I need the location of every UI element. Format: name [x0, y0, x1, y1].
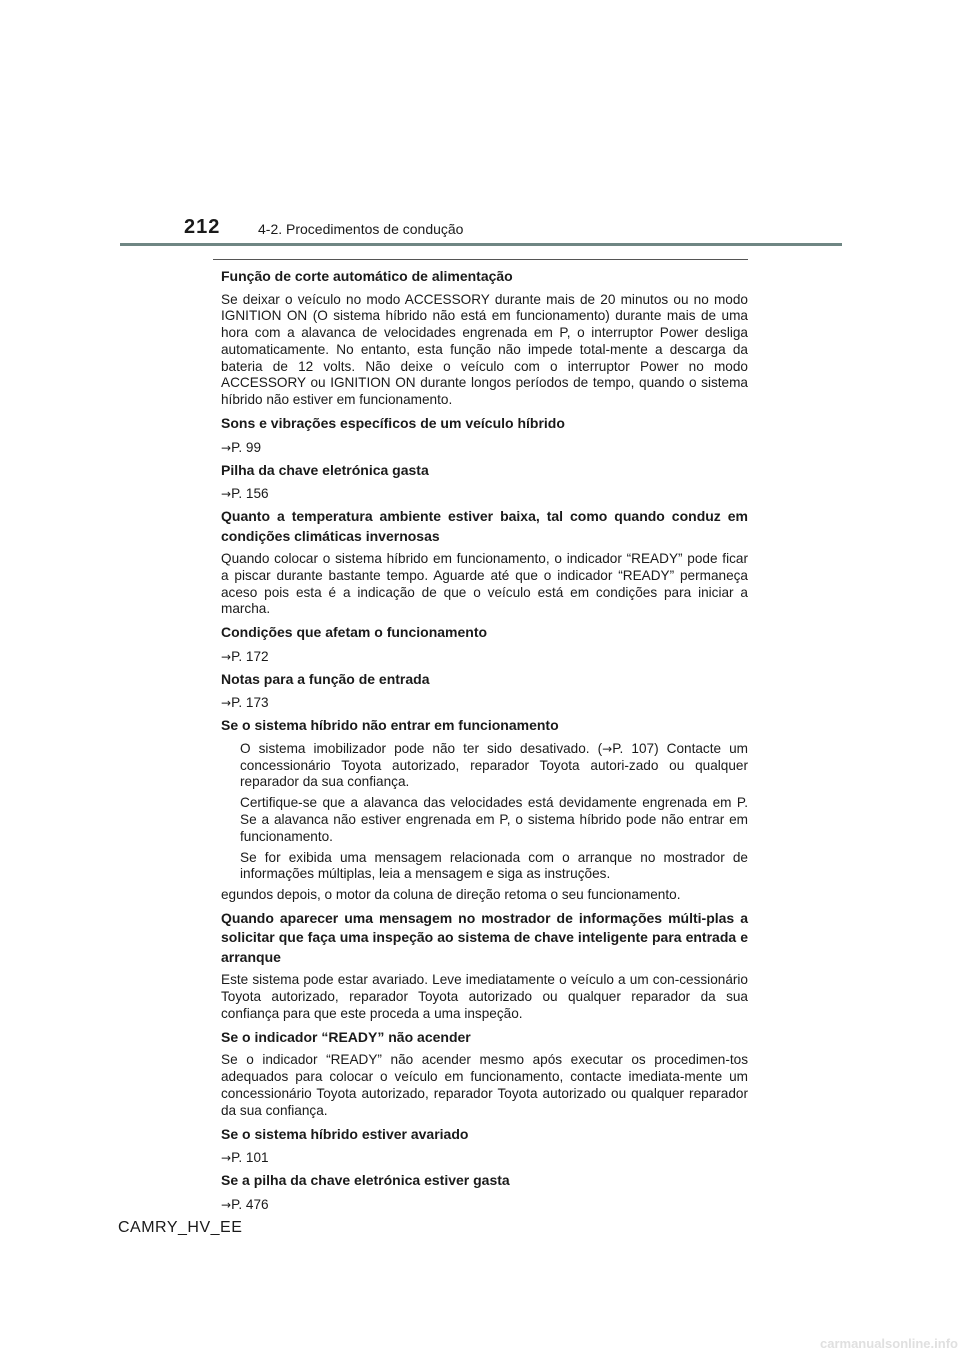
arrow-icon: → [221, 1197, 232, 1212]
page-number: 212 [184, 216, 221, 238]
page-reference[interactable]: →P. 173 [221, 695, 269, 711]
arrow-icon: → [602, 741, 613, 756]
arrow-icon: → [221, 440, 232, 455]
heading-cold-temperature: Quanto a temperatura ambiente estiver baixa, tal como quando conduz em condições climáticas invernosas [221, 508, 748, 544]
document-code: CAMRY_HV_EE [118, 1219, 243, 1236]
section-title: 4-2. Procedimentos de condução [258, 221, 464, 237]
heading-hybrid-not-starting: Se o sistema híbrido não entrar em funcionamento [221, 717, 559, 734]
heading-entry-function-notes: Notas para a função de entrada [221, 670, 430, 687]
page-reference[interactable]: P. 107 [612, 740, 655, 756]
body-ready-not-lit: Se o indicador “READY” não acender mesmo após executar os procedimen-tos adequados para colocar o veículo em funcionamento, contacte imediata-mente um concessionário Toyota autorizado, reparador Toyota autorizado ou qualquer reparador da sua confiança. [221, 1052, 748, 1118]
page-reference[interactable]: →P. 172 [221, 648, 269, 664]
heading-smart-key-inspection: Quando aparecer uma mensagem no mostrador de informações múlti-plas a solicitar que faça uma inspeção ao sistema de chave inteligente para entrada e arranque [221, 909, 748, 965]
arrow-icon: → [221, 649, 232, 664]
heading-key-battery-depleted-2: Se a pilha da chave eletrónica estiver gasta [221, 1172, 510, 1189]
arrow-icon: → [221, 696, 232, 711]
body-auto-power-off: Se deixar o veículo no modo ACCESSORY durante mais de 20 minutos ou no modo IGNITION ON (O sistema híbrido não está em funcionamento) durante mais de uma hora com a alavanca de velocidades engrenada em P, o interruptor Power desliga automaticamente. No entanto, esta função não impede total-mente a descarga da bateria de 12 volts. Não deixe o veículo com o interruptor Power no modo ACCESSORY ou IGNITION ON durante longos períodos de tempo, quando o sistema híbrido não estiver em funcionamento. [221, 291, 748, 408]
body-steering-motor: egundos depois, o motor da coluna de direção retoma o seu funcionamento. [221, 887, 681, 903]
manual-content [221, 263, 748, 1217]
content-divider [213, 259, 748, 260]
arrow-icon: → [221, 1151, 232, 1166]
page-reference[interactable]: →P. 101 [221, 1150, 269, 1166]
list-item: Certifique-se que a alavanca das velocidades está devidamente engrenada em P. Se a alavanca não estiver engrenada em P, o sistema híbrido pode não entrar em funcionamento. [240, 795, 748, 844]
arrow-icon: → [221, 487, 232, 502]
body-cold-temperature: Quando colocar o sistema híbrido em funcionamento, o indicador “READY” pode ficar a piscar durante bastante tempo. Aguarde até que o indicador “READY” permaneça aceso pois esta é a indicação de que o veículo está em condições para iniciar a marcha. [221, 551, 748, 617]
heading-hybrid-malfunction: Se o sistema híbrido estiver avariado [221, 1125, 469, 1142]
page-reference[interactable]: →P. 99 [221, 439, 262, 455]
list-item: Se for exibida uma mensagem relacionada com o arranque no mostrador de informações múltiplas, leia a mensagem e siga as instruções. [240, 849, 748, 882]
heading-ready-not-lit: Se o indicador “READY” não acender [221, 1028, 471, 1045]
page-reference[interactable]: →P. 476 [221, 1196, 269, 1212]
heading-hybrid-sounds: Sons e vibrações específicos de um veículo híbrido [221, 415, 565, 432]
heading-auto-power-off: Função de corte automático de alimentação [221, 268, 513, 284]
watermark: carmanualsonline.info [820, 1336, 958, 1351]
list-item: O sistema imobilizador pode não ter sido desativado. (→P. 107) Contacte um concessionário Toyota autorizado, reparador Toyota autori-zado ou qualquer reparador da sua confiança. [240, 740, 748, 790]
heading-key-battery-depleted: Pilha da chave eletrónica gasta [221, 461, 429, 478]
header-divider [120, 243, 842, 246]
page-reference[interactable]: →P. 156 [221, 486, 269, 502]
body-smart-key-inspection: Este sistema pode estar avariado. Leve imediatamente o veículo a um con-cessionário Toyota autorizado, reparador Toyota autorizado ou qualquer reparador da sua confiança para que este proceda a uma inspeção. [221, 972, 748, 1022]
heading-operating-conditions: Condições que afetam o funcionamento [221, 624, 488, 641]
